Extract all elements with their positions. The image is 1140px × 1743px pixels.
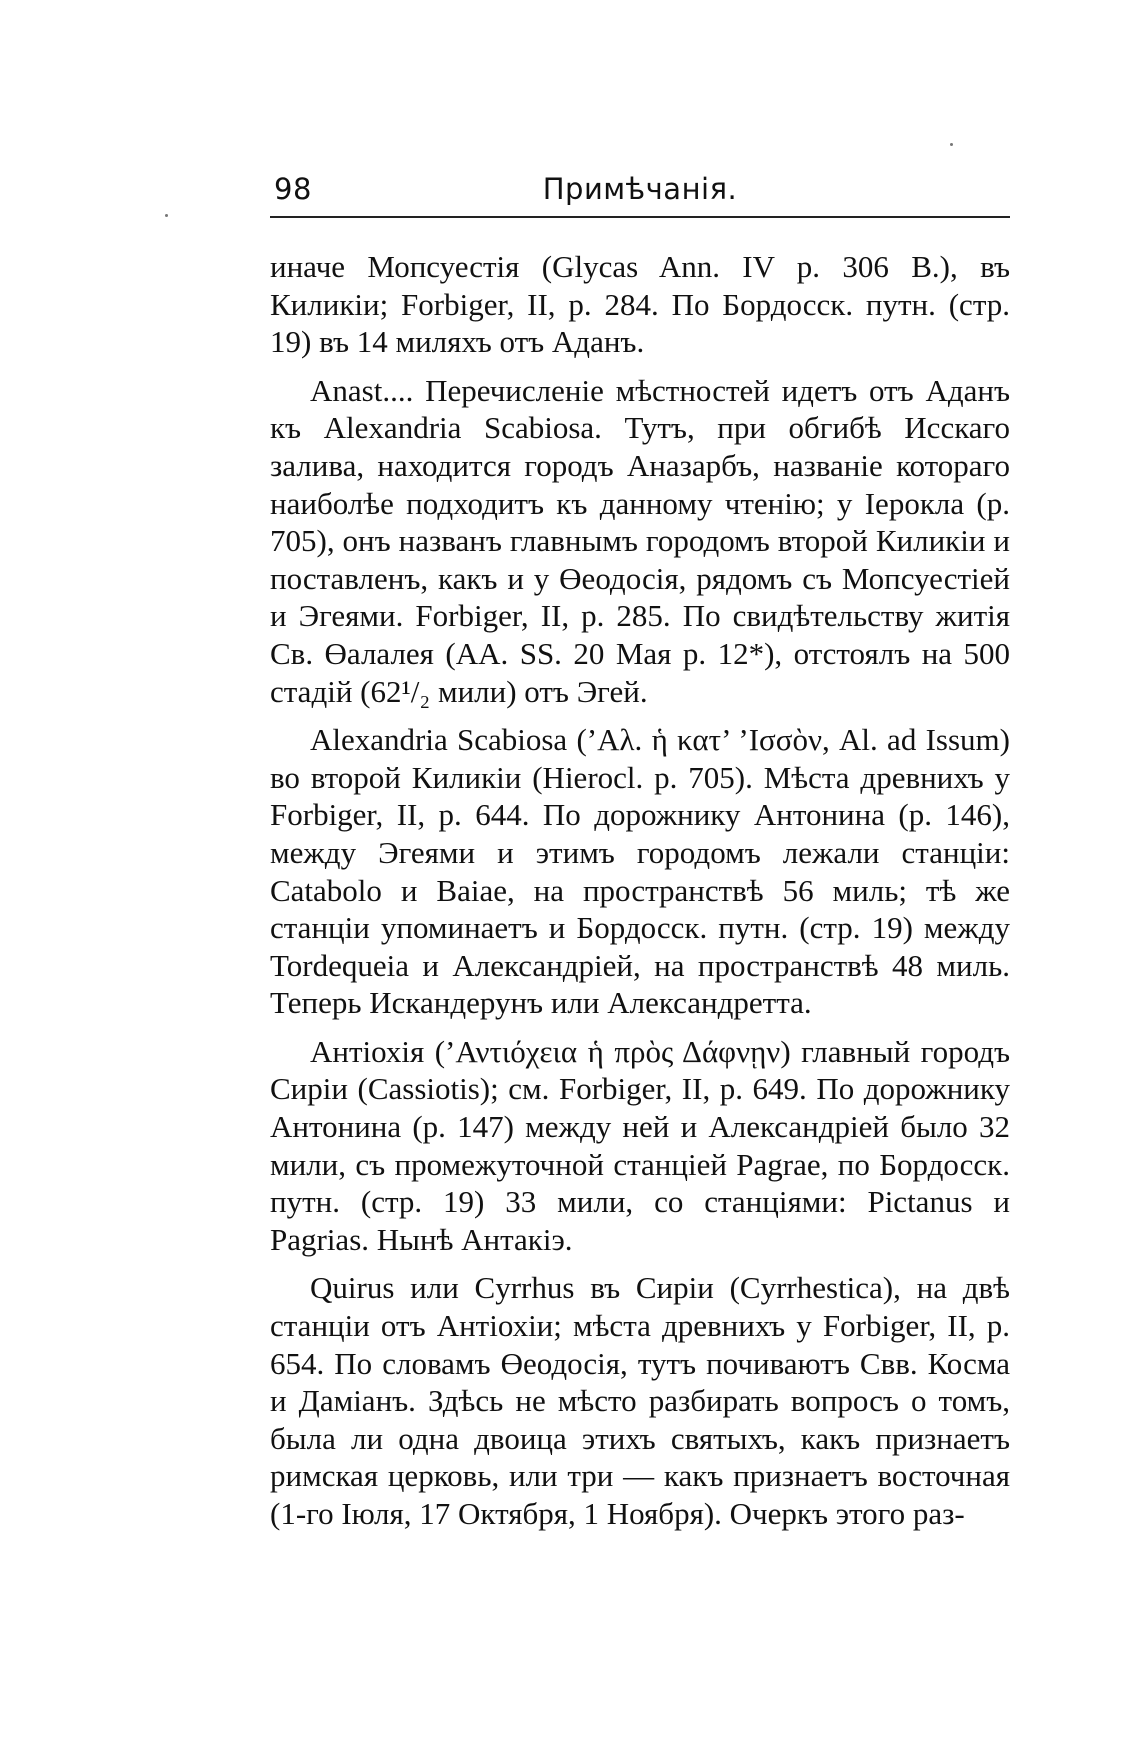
paragraph-alexandria: Alexandria Scabiosa (’Αλ. ἡ κατ’ ’Ισσὸν, Al. ad Issum) во второй Киликіи (Hierocl. p. 705). Мѣста древнихъ у Forbiger, II, p. 644. По дорожнику Антонина (p. 146), между Эгеями и этимъ городомъ лежали станціи: Catabolo и Baiae, на пространствѣ 56 миль; тѣ же станціи упоминаетъ и Бордосск. путн. (стр. 19) между Tordequeia и Александріей, на пространствѣ 48 миль. Теперь Искандерунъ или Александретта. xyxy=(270,722,1010,1021)
paragraph-continuation: иначе Мопсуестія (Glycas Ann. IV p. 306 B.), въ Киликіи; Forbiger, II, p. 284. По Бордосск. путн. (стр. 19) въ 14 миляхъ отъ Аданъ. xyxy=(270,249,1010,360)
print-speck xyxy=(950,143,953,146)
book-page xyxy=(270,170,1010,1544)
running-title: Примѣчанія. xyxy=(542,172,738,206)
page-number: 98 xyxy=(274,172,312,206)
running-head xyxy=(270,170,1010,218)
paragraph-anast: Anast.... Перечисленіе мѣстностей идетъ отъ Аданъ къ Alexandria Scabiosa. Тутъ, при обгибѣ Исскаго залива, находится городъ Аназарбъ, названіе котораго наиболѣе подходитъ къ данному чтенію; у Іерокла (p. 705), онъ названъ главнымъ городомъ второй Киликіи и поставленъ, какъ и у Өеодосія, рядомъ съ Мопсуестіей и Эгеями. Forbiger, II, p. 285. По свидѣтельству житія Св. Өалалея (АА. SS. 20 Мая p. 12*), отстоялъ на 500 стадій (62¹/₂ мили) отъ Эгей. xyxy=(270,372,1010,709)
paragraph-antiochia: Антіохія (’Αντιόχεια ἡ πρὸς Δάφνῃν) главный городъ Сиріи (Cassiotis); см. Forbiger, II, p. 649. По дорожнику Антонина (p. 147) между ней и Александріей было 32 мили, съ промежуточной станціей Pagrae, по Бордосск. путн. (стр. 19) 33 мили, со станціями: Pictanus и Pagrias. Нынѣ Антакіэ. xyxy=(270,1033,1010,1257)
print-speck xyxy=(165,214,168,217)
paragraph-quirus: Quirus или Cyrrhus въ Сиріи (Cyrrhestica), на двѣ станціи отъ Антіохіи; мѣста древнихъ у Forbiger, II, p. 654. По словамъ Өеодосія, тутъ почиваютъ Свв. Косма и Даміанъ. Здѣсь не мѣсто разбирать вопросъ о томъ, была ли одна двоица этихъ святыхъ, какъ признаетъ римская церковь, или три — какъ признаетъ восточная (1-го Іюля, 17 Октября, 1 Ноября). Очеркъ этого раз- xyxy=(270,1270,1010,1531)
body-text xyxy=(270,248,1010,1533)
